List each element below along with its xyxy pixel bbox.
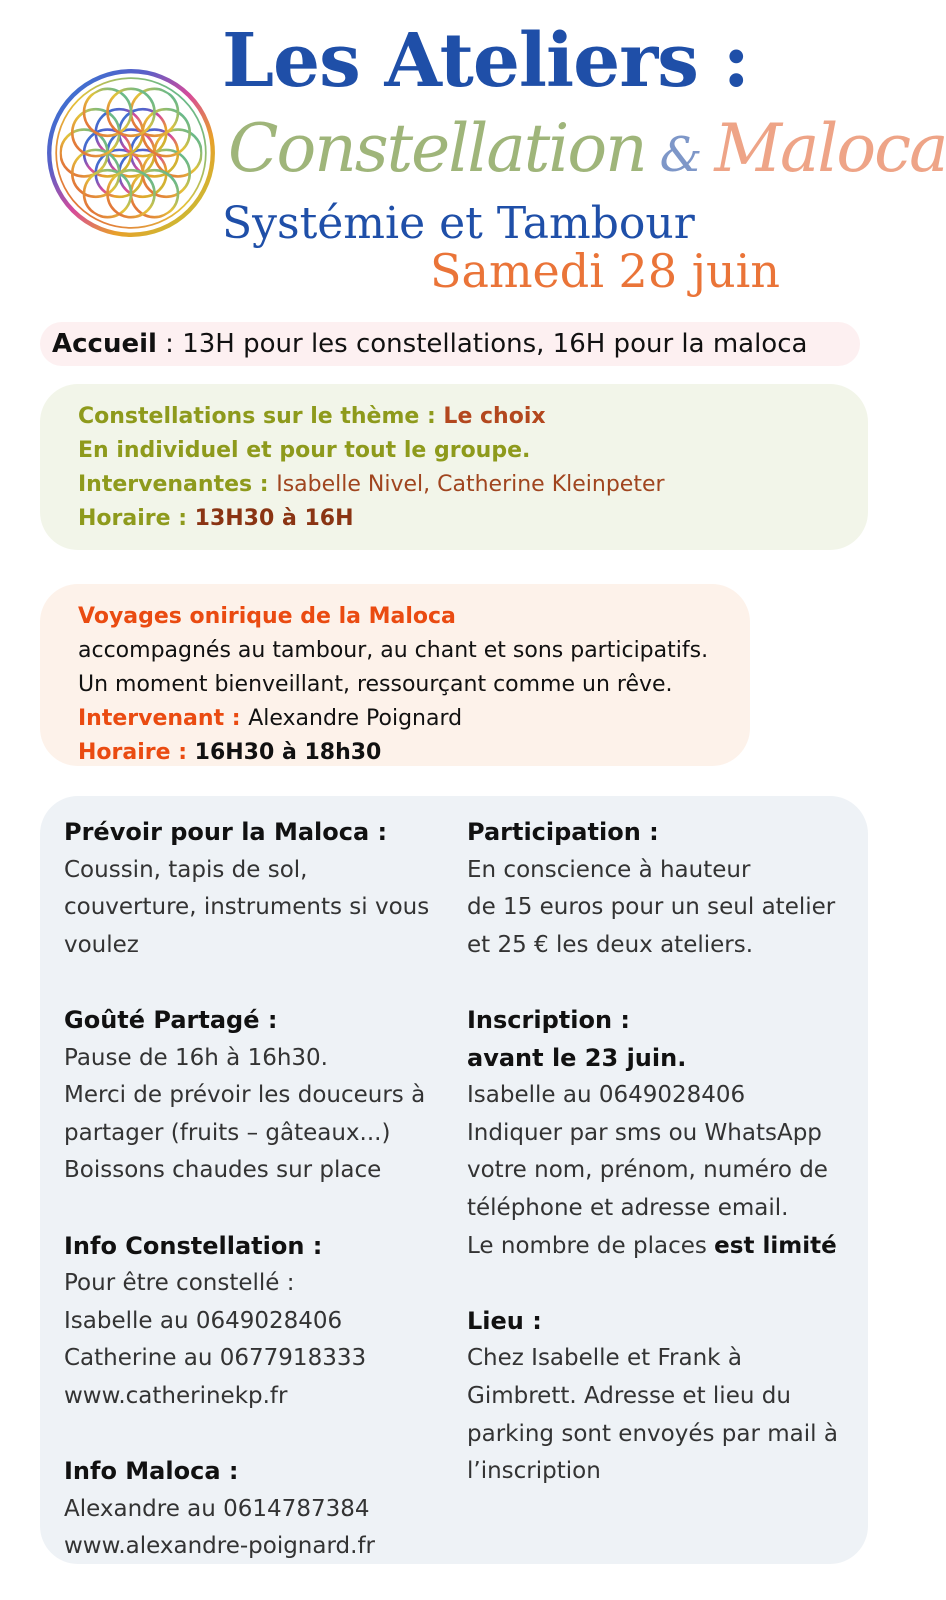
constellations-card [40, 384, 868, 550]
section-heading: Inscription : [467, 1005, 630, 1034]
maloca-line2: Un moment bienveillant, ressourçant comme un rêve. [78, 672, 673, 697]
title-maloca: Maloca [714, 110, 946, 187]
accueil-label: Accueil [52, 329, 157, 359]
page-title: Les Ateliers : [222, 18, 749, 104]
title-script [228, 110, 946, 187]
constellations-time [78, 502, 868, 536]
text-line: partager (fruits – gâteaux...) [64, 1119, 391, 1146]
speaker-label: Intervenant : [78, 706, 249, 731]
time-value: 16H30 à 18h30 [194, 740, 382, 765]
maloca-title: Voyages onirique de la Maloca [78, 604, 456, 629]
limit-text: Le nombre de places [467, 1232, 715, 1259]
section-heading: Info Constellation : [64, 1231, 323, 1260]
deadline: avant le 23 juin. [467, 1043, 687, 1072]
text-line: Merci de prévoir les douceurs à [64, 1082, 426, 1109]
info-right-column [467, 814, 862, 1491]
website-link[interactable]: www.catherinekp.fr [64, 1382, 288, 1409]
text-line: Coussin, tapis de sol, [64, 856, 308, 883]
text-line: Alexandre au 0614787384 [64, 1495, 370, 1522]
lieu-section [467, 1303, 862, 1491]
section-heading: Participation : [467, 818, 659, 846]
participation-section [467, 814, 862, 964]
constellations-theme [78, 400, 868, 434]
info-panel [40, 796, 868, 1564]
goute-section [64, 1002, 454, 1190]
text-line: Catherine au 0677918333 [64, 1345, 367, 1372]
subtitle: Systémie et Tambour [222, 198, 695, 249]
text-line: couverture, instruments si vous [64, 894, 430, 921]
text-line: votre nom, prénom, numéro de [467, 1157, 828, 1184]
limit-line [467, 1228, 862, 1266]
text-line: et 25 € les deux ateliers. [467, 931, 754, 958]
theme-label: Constellations sur le thème : [78, 404, 444, 429]
text-line: l’inscription [467, 1458, 601, 1485]
time-label: Horaire : [78, 506, 195, 531]
flower-of-life-icon [44, 66, 218, 240]
text-line: Gimbrett. Adresse et lieu du [467, 1382, 791, 1409]
inscription-section [467, 1002, 862, 1265]
title-ampersand: & [659, 127, 701, 183]
maloca-card [40, 584, 750, 766]
section-heading: Info Maloca : [64, 1457, 239, 1486]
constellations-speakers [78, 468, 868, 502]
maloca-speaker [78, 702, 750, 736]
text-line: téléphone et adresse email. [467, 1194, 789, 1221]
speakers-label: Intervenantes : [78, 472, 277, 497]
accueil-banner [40, 322, 860, 366]
text-line: Isabelle au 0649028406 [467, 1082, 746, 1109]
text-line: voulez [64, 931, 139, 958]
text-line: En conscience à hauteur [467, 856, 751, 883]
speakers-value: Isabelle Nivel, Catherine Kleinpeter [276, 472, 665, 497]
text-line: Indiquer par sms ou WhatsApp [467, 1119, 822, 1146]
section-heading: Goûté Partagé : [64, 1005, 278, 1034]
section-heading: Prévoir pour la Maloca : [64, 818, 388, 846]
prevoir-section [64, 814, 454, 964]
info-left-column [64, 814, 454, 1566]
info-maloca-section [64, 1453, 454, 1566]
event-date: Samedi 28 juin [430, 244, 780, 298]
speaker-value: Alexandre Poignard [248, 706, 463, 731]
section-heading: Lieu : [467, 1306, 542, 1335]
text-line: Isabelle au 0649028406 [64, 1307, 343, 1334]
text-line: Pour être constellé : [64, 1270, 295, 1297]
text-line: Chez Isabelle et Frank à [467, 1345, 742, 1372]
text-line: parking sont envoyés par mail à [467, 1420, 838, 1447]
time-label: Horaire : [78, 740, 195, 765]
theme-value: Le choix [443, 404, 546, 429]
maloca-line1: accompagnés au tambour, au chant et sons participatifs. [78, 638, 709, 663]
maloca-time [78, 736, 750, 770]
text-line: Boissons chaudes sur place [64, 1157, 382, 1184]
website-link[interactable]: www.alexandre-poignard.fr [64, 1533, 375, 1560]
info-constellation-section [64, 1228, 454, 1416]
text-line: de 15 euros pour un seul atelier [467, 894, 836, 921]
title-constellation: Constellation [228, 110, 646, 187]
accueil-text: : 13H pour les constellations, 16H pour la maloca [156, 329, 808, 359]
text-line: Pause de 16h à 16h30. [64, 1044, 328, 1071]
time-value: 13H30 à 16H [194, 506, 354, 531]
limit-strong: est limité [714, 1232, 837, 1259]
constellations-line2: En individuel et pour tout le groupe. [78, 438, 531, 463]
